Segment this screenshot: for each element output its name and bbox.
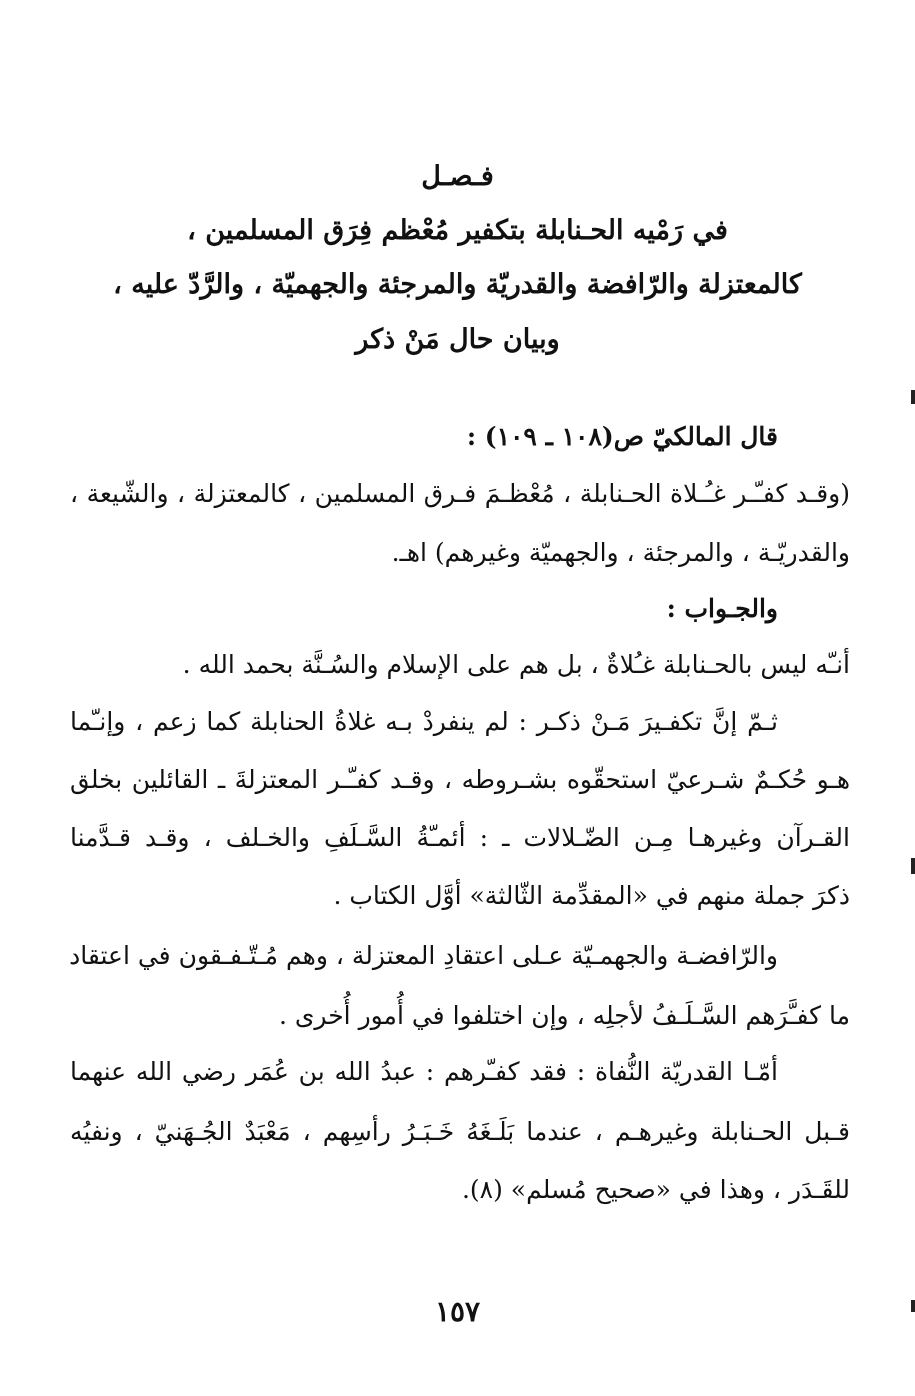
body-line: ذكرَ جملة منهم في «المقدِّمة الثّالثة» أوَّل الكتاب . <box>333 881 850 910</box>
body-line: قـبل الحـنابلة وغيرهـم ، عندما بَلَـغَهُ خَـبَـرُ رأسِهم ، مَعْبَدٌ الجُـهَنيّ ، ونفيُه <box>70 1117 850 1146</box>
quote-intro: قال المالكيّ ص(١٠٨ ـ ١٠٩) : <box>466 422 778 451</box>
chapter-title: فـصـل <box>421 161 494 192</box>
chapter-subtitle-line-3: وبيان حال مَنْ ذكر <box>355 324 560 355</box>
scan-edge-mark <box>911 1300 915 1312</box>
body-line: والقدريّـة ، والمرجئة ، والجهميّة وغيرهم) اهـ. <box>391 538 850 567</box>
body-line: للقَـدَر ، وهذا في «صحيح مُسلم» (٨). <box>461 1175 850 1204</box>
body-line: ثـمّ إنَّ تكفـيرَ مَـنْ ذكـر : لم ينفردْ بـه غلاةُ الحنابلة كما زعم ، وإنـّما <box>70 707 778 736</box>
body-line: هـو حُكـمٌ شـرعيّ استحقّوه بشـروطه ، وقـد كفـّـر المعتزلةَ ـ القائلين بخلق <box>70 765 850 794</box>
body-line: (وقـد كفـّـر غـُـلاة الحـنابلة ، مُعْظـمَ فـرق المسلمين ، كالمعتزلة ، والشّيعة ، <box>70 479 850 508</box>
body-line: ما كفـَّرَهم السَّـلَـفُ لأجلِه ، وإن اختلفوا في أُمور أُخرى . <box>278 1001 850 1030</box>
chapter-subtitle-line-1: في رَمْيه الحـنابلة بتكفير مُعْظم فِرَق المسلمين ، <box>187 215 728 246</box>
scan-edge-mark <box>911 390 915 404</box>
answer-label: والجـواب : <box>666 594 778 623</box>
body-line: القـرآن وغيرهـا مِـن الضّـلالات ـ : أئمـّةُ السَّـلَفِ والخـلف ، وقـد قـدَّمنا <box>70 823 850 852</box>
body-line: أمّـا القدريّة النُّفاة : فقد كفـّرهم : عبدُ الله بن عُمَر رضي الله عنهما <box>70 1057 778 1086</box>
page-number: ١٥٧ <box>434 1295 481 1328</box>
body-line: أنـّه ليس بالحـنابلة غـُلاةٌ ، بل هم على الإسلام والسُـنَّة بحمد الله . <box>182 650 850 679</box>
chapter-subtitle-line-2: كالمعتزلة والرّافضة والقدريّة والمرجئة والجهميّة ، والرَّدّ عليه ، <box>113 269 802 300</box>
body-line: والرّافضـة والجهمـيّة عـلى اعتقادِ المعتزلة ، وهم مُـتّـفـقون في اعتقاد <box>69 941 778 970</box>
scan-edge-mark <box>911 858 915 874</box>
